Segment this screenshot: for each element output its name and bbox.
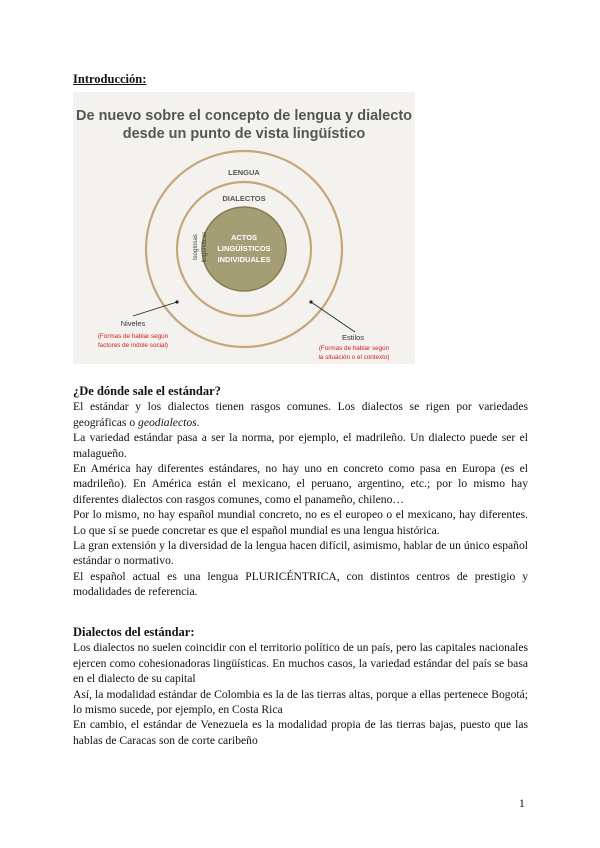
niveles-dot <box>175 300 178 303</box>
isoglosas-label-1: isoglosas <box>192 234 199 260</box>
section1-p1-suffix: . <box>196 415 200 429</box>
diagram-title-line1: De nuevo sobre el concepto de lengua y dialecto <box>76 108 412 124</box>
lengua-label: LENGUA <box>228 168 260 177</box>
section1-p1-prefix: El estándar y los dialectos tienen rasgos comunes. Los dialectos se rigen por variedades geográficas o <box>73 400 528 429</box>
page-number: 1 <box>519 798 525 810</box>
section1-paragraph-5: La gran extensión y la diversidad de la lengua hacen difícil, asimismo, hablar de un único español estándar o normativo. <box>73 539 528 568</box>
section1-p1-italic: geodialectos <box>138 415 197 429</box>
section1-paragraph-2: La variedad estándar pasa a ser la norma, por ejemplo, el madrileño. Un dialecto puede ser el malagueño. <box>73 431 528 460</box>
niveles-label: Niveles <box>120 319 146 328</box>
estilos-note-line2: la situación o el contexto) <box>318 354 390 361</box>
center-label-line3: INDIVIDUALES <box>217 255 271 264</box>
section2-heading: Dialectos del estándar: <box>73 625 195 639</box>
section2-paragraph-2: Así, la modalidad estándar de Colombia es la de las tierras altas, porque a ellas pertenece Bogotá; lo mismo sucede, por ejemplo, en Costa Rica <box>73 687 528 717</box>
lengua-dialecto-diagram <box>73 92 415 364</box>
estilos-dot <box>309 300 312 303</box>
center-label-line1: ACTOS <box>230 233 258 242</box>
isoglosas-label-2: lingüísticas <box>201 231 208 263</box>
niveles-note-line2: factores de índole social) <box>97 342 169 349</box>
diagram-svg <box>73 92 415 364</box>
section1-heading: ¿De dónde sale el estándar? <box>73 384 221 398</box>
section1-paragraph-1 <box>73 399 528 430</box>
section2-paragraph-3: En cambio, el estándar de Venezuela es la modalidad propia de las tierras bajas, puesto que las hablas de Caracas son de corte caribeño <box>73 718 528 747</box>
section1-paragraph-3: En América hay diferentes estándares, no hay uno en concreto como pasa en Europa (es el madrileño). En América están el mexicano, el peruano, argentino, etc.; por lo mismo hay diferentes dialectos con rasgos comunes, como el panameño, chileno… <box>73 462 528 506</box>
section-estandar <box>73 384 528 600</box>
estilos-connector <box>311 302 355 332</box>
estilos-label: Estilos <box>341 333 365 342</box>
dialectos-label: DIALECTOS <box>222 194 266 203</box>
estilos-note-line1: (Formas de hablar según <box>318 345 390 352</box>
section2-paragraph-1: Los dialectos no suelen coincidir con el territorio político de un país, pero las capitales nacionales ejercen como cohesionadoras lingüísticas. En muchos casos, la variedad estándar del país se basa en el dialecto de su capital <box>73 641 528 686</box>
section1-paragraph-4: Por lo mismo, no hay español mundial concreto, no es el europeo o el mexicano, hay diferentes. Lo que sí se puede concretar es que el español mundial es una lengua histórica. <box>73 508 528 537</box>
intro-heading: Introducción: <box>73 72 147 86</box>
diagram-title-line2: desde un punto de vista lingüístico <box>122 126 366 142</box>
center-label-line2: LINGÜÍSTICOS <box>217 244 271 253</box>
niveles-note-line1: (Formas de hablar según <box>97 333 169 340</box>
section1-paragraph-6: El español actual es una lengua PLURICÉNTRICA, con distintos centros de prestigio y modalidades de referencia. <box>73 569 528 599</box>
section-dialectos-estandar <box>73 625 528 748</box>
